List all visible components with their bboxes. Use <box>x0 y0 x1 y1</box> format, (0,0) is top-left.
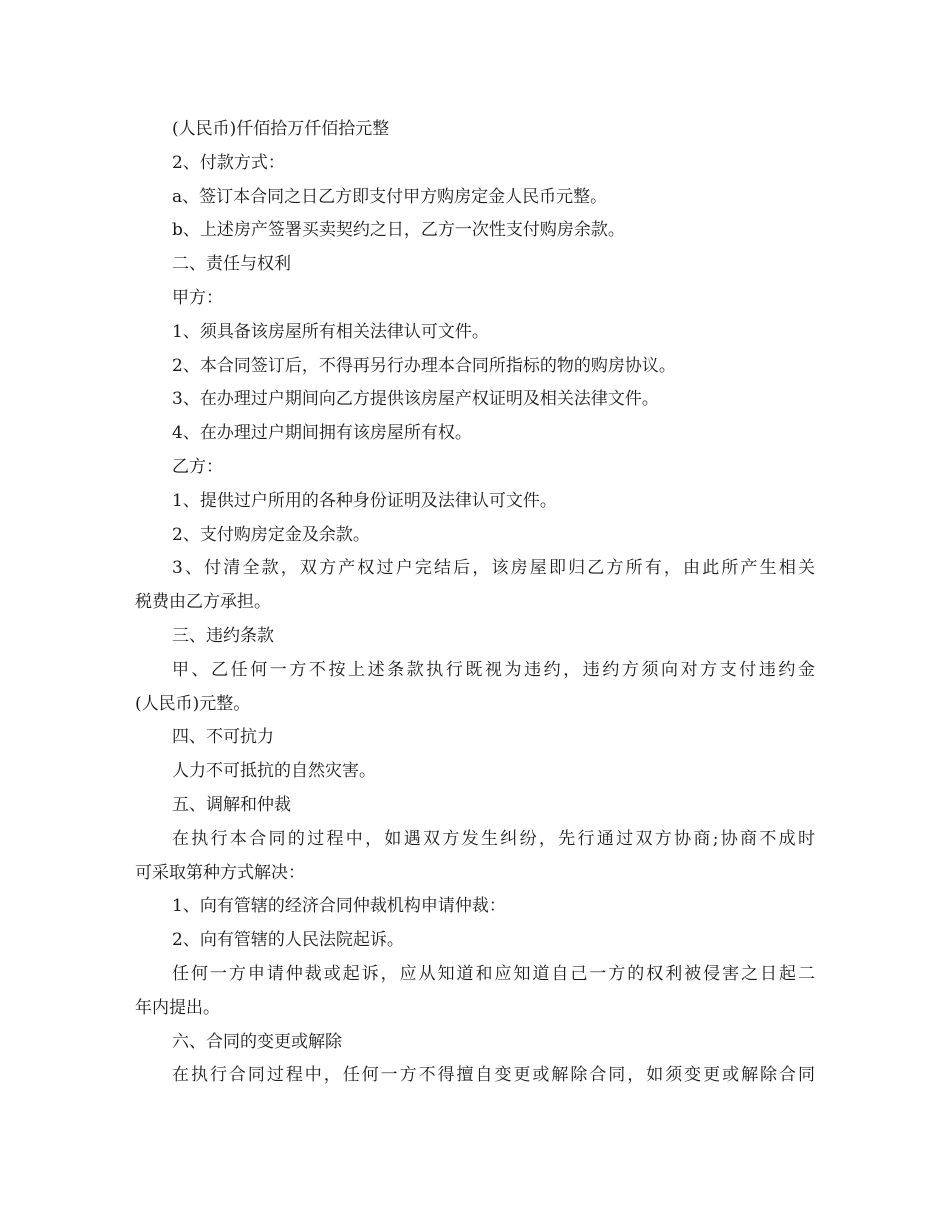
document-line: 2、支付购房定金及余款。 <box>172 524 370 545</box>
document-line: a、签订本合同之日乙方即支付甲方购房定金人民币元整。 <box>172 186 608 207</box>
document-line: 四、不可抗力 <box>172 727 274 748</box>
document-line: 甲方： <box>172 287 223 308</box>
document-line: 年内提出。 <box>135 997 220 1018</box>
document-body <box>135 113 815 1093</box>
document-line: 1、向有管辖的经济合同仲裁机构申请仲裁： <box>172 896 506 917</box>
document-line: b、上述房产签署买卖契约之日，乙方一次性支付购房余款。 <box>172 220 625 241</box>
document-line: 甲、乙任何一方不按上述条款执行既视为违约，违约方须向对方支付违约金 <box>172 659 815 680</box>
document-line: 4、在办理过户期间拥有该房屋所有权。 <box>172 423 472 444</box>
document-line: 3、付清全款，双方产权过户完结后，该房屋即归乙方所有，由此所产生相关 <box>172 558 815 579</box>
document-line: 1、提供过户所用的各种身份证明及法律认可文件。 <box>172 490 557 511</box>
document-line: 五、调解和仲裁 <box>172 794 291 815</box>
document-line: 2、付款方式： <box>172 152 285 173</box>
document-line: 2、向有管辖的人民法院起诉。 <box>172 930 404 951</box>
document-line: 乙方： <box>172 456 223 477</box>
document-line: 人力不可抵抗的自然灾害。 <box>172 761 376 782</box>
document-line: 1、须具备该房屋所有相关法律认可文件。 <box>172 321 489 342</box>
document-line: 六、合同的变更或解除 <box>172 1031 342 1052</box>
document-line: 三、违约条款 <box>172 625 274 646</box>
document-line: 可采取第种方式解决： <box>135 862 305 883</box>
document-line: 3、在办理过户期间向乙方提供该房屋产权证明及相关法律文件。 <box>172 389 659 410</box>
document-line: 二、责任与权利 <box>172 254 291 275</box>
document-line: (人民币)元整。 <box>135 693 251 714</box>
document-line: 任何一方申请仲裁或起诉，应从知道和应知道自己一方的权利被侵害之日起二 <box>172 963 815 984</box>
document-line: 在执行合同过程中，任何一方不得擅自变更或解除合同，如须变更或解除合同 <box>172 1065 815 1086</box>
document-line: 在执行本合同的过程中，如遇双方发生纠纷，先行通过双方协商;协商不成时 <box>172 828 815 849</box>
document-line: 税费由乙方承担。 <box>135 592 271 613</box>
document-line: 2、本合同签订后，不得再另行办理本合同所指标的物的购房协议。 <box>172 355 676 376</box>
document-line: (人民币)仟佰拾万仟佰拾元整 <box>172 119 390 139</box>
